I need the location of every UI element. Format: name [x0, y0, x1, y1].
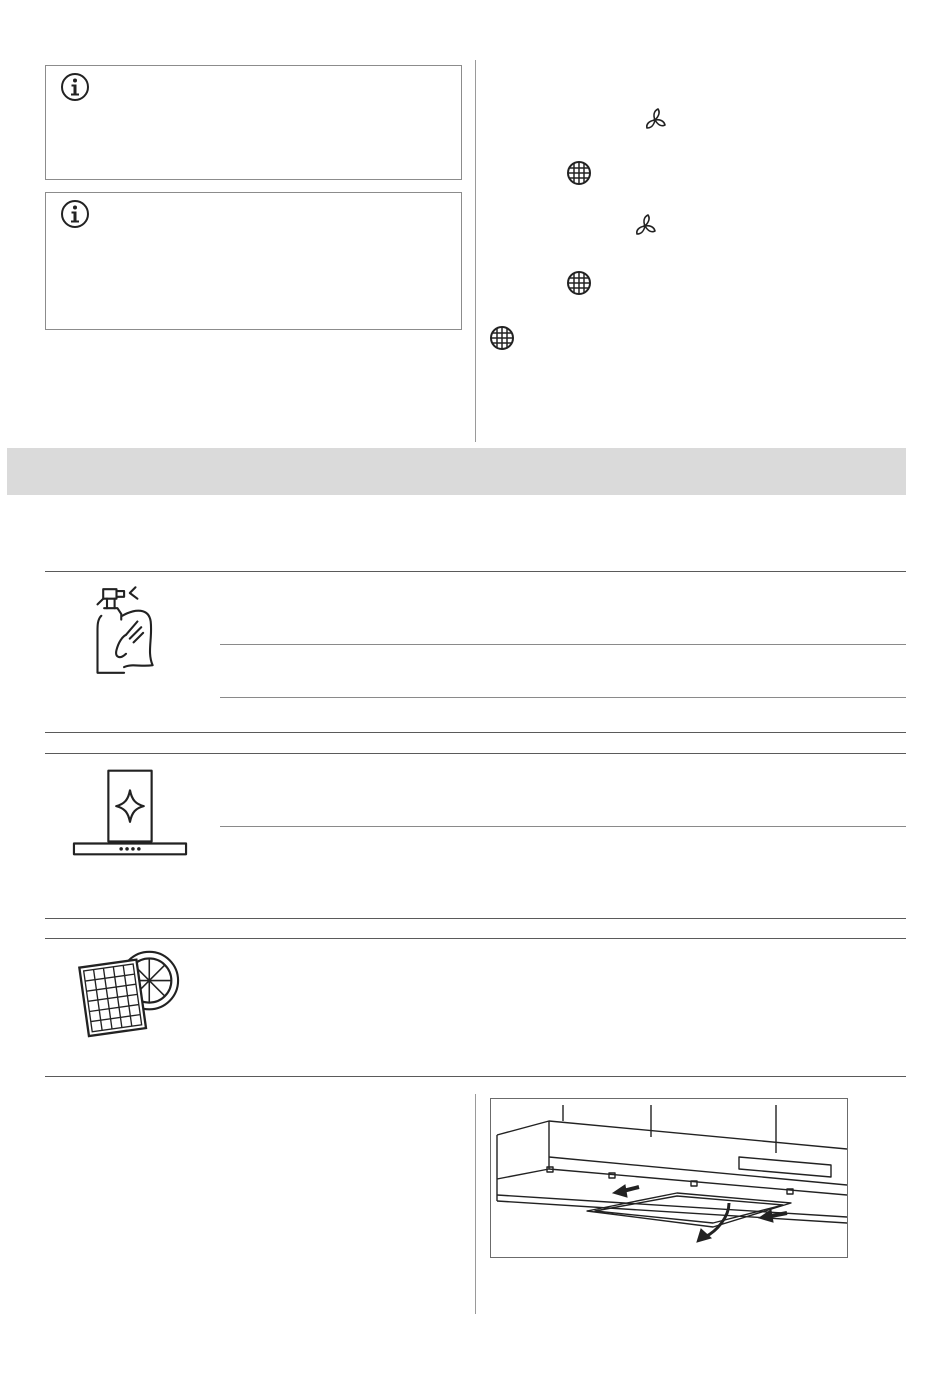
grease-filter-icon — [488, 324, 516, 352]
grease-filter-icon — [74, 946, 190, 1042]
table-rule — [45, 571, 906, 572]
grease-filter-icon — [565, 269, 593, 297]
table-rule — [220, 644, 906, 645]
section-heading-bar — [7, 448, 906, 495]
table-rule — [220, 697, 906, 698]
info-note-1 — [45, 65, 462, 180]
fan-icon — [631, 212, 659, 240]
table-rule — [45, 753, 906, 754]
info-icon — [60, 199, 90, 229]
column-divider-top — [475, 60, 476, 442]
table-rule — [220, 826, 906, 827]
info-icon — [60, 72, 90, 102]
table-rule — [45, 1076, 906, 1077]
table-rule — [45, 938, 906, 939]
table-rule — [45, 918, 906, 919]
info-note-2 — [45, 192, 462, 330]
hood-filter-removal-illustration — [491, 1099, 847, 1257]
spray-cleaning-icon — [88, 583, 164, 679]
grease-filter-icon — [565, 159, 593, 187]
column-divider-bottom — [475, 1094, 476, 1314]
fan-icon — [641, 106, 669, 134]
hood-filter-removal-figure — [490, 1098, 848, 1258]
hood-shine-icon — [71, 768, 189, 858]
table-rule — [45, 732, 906, 733]
